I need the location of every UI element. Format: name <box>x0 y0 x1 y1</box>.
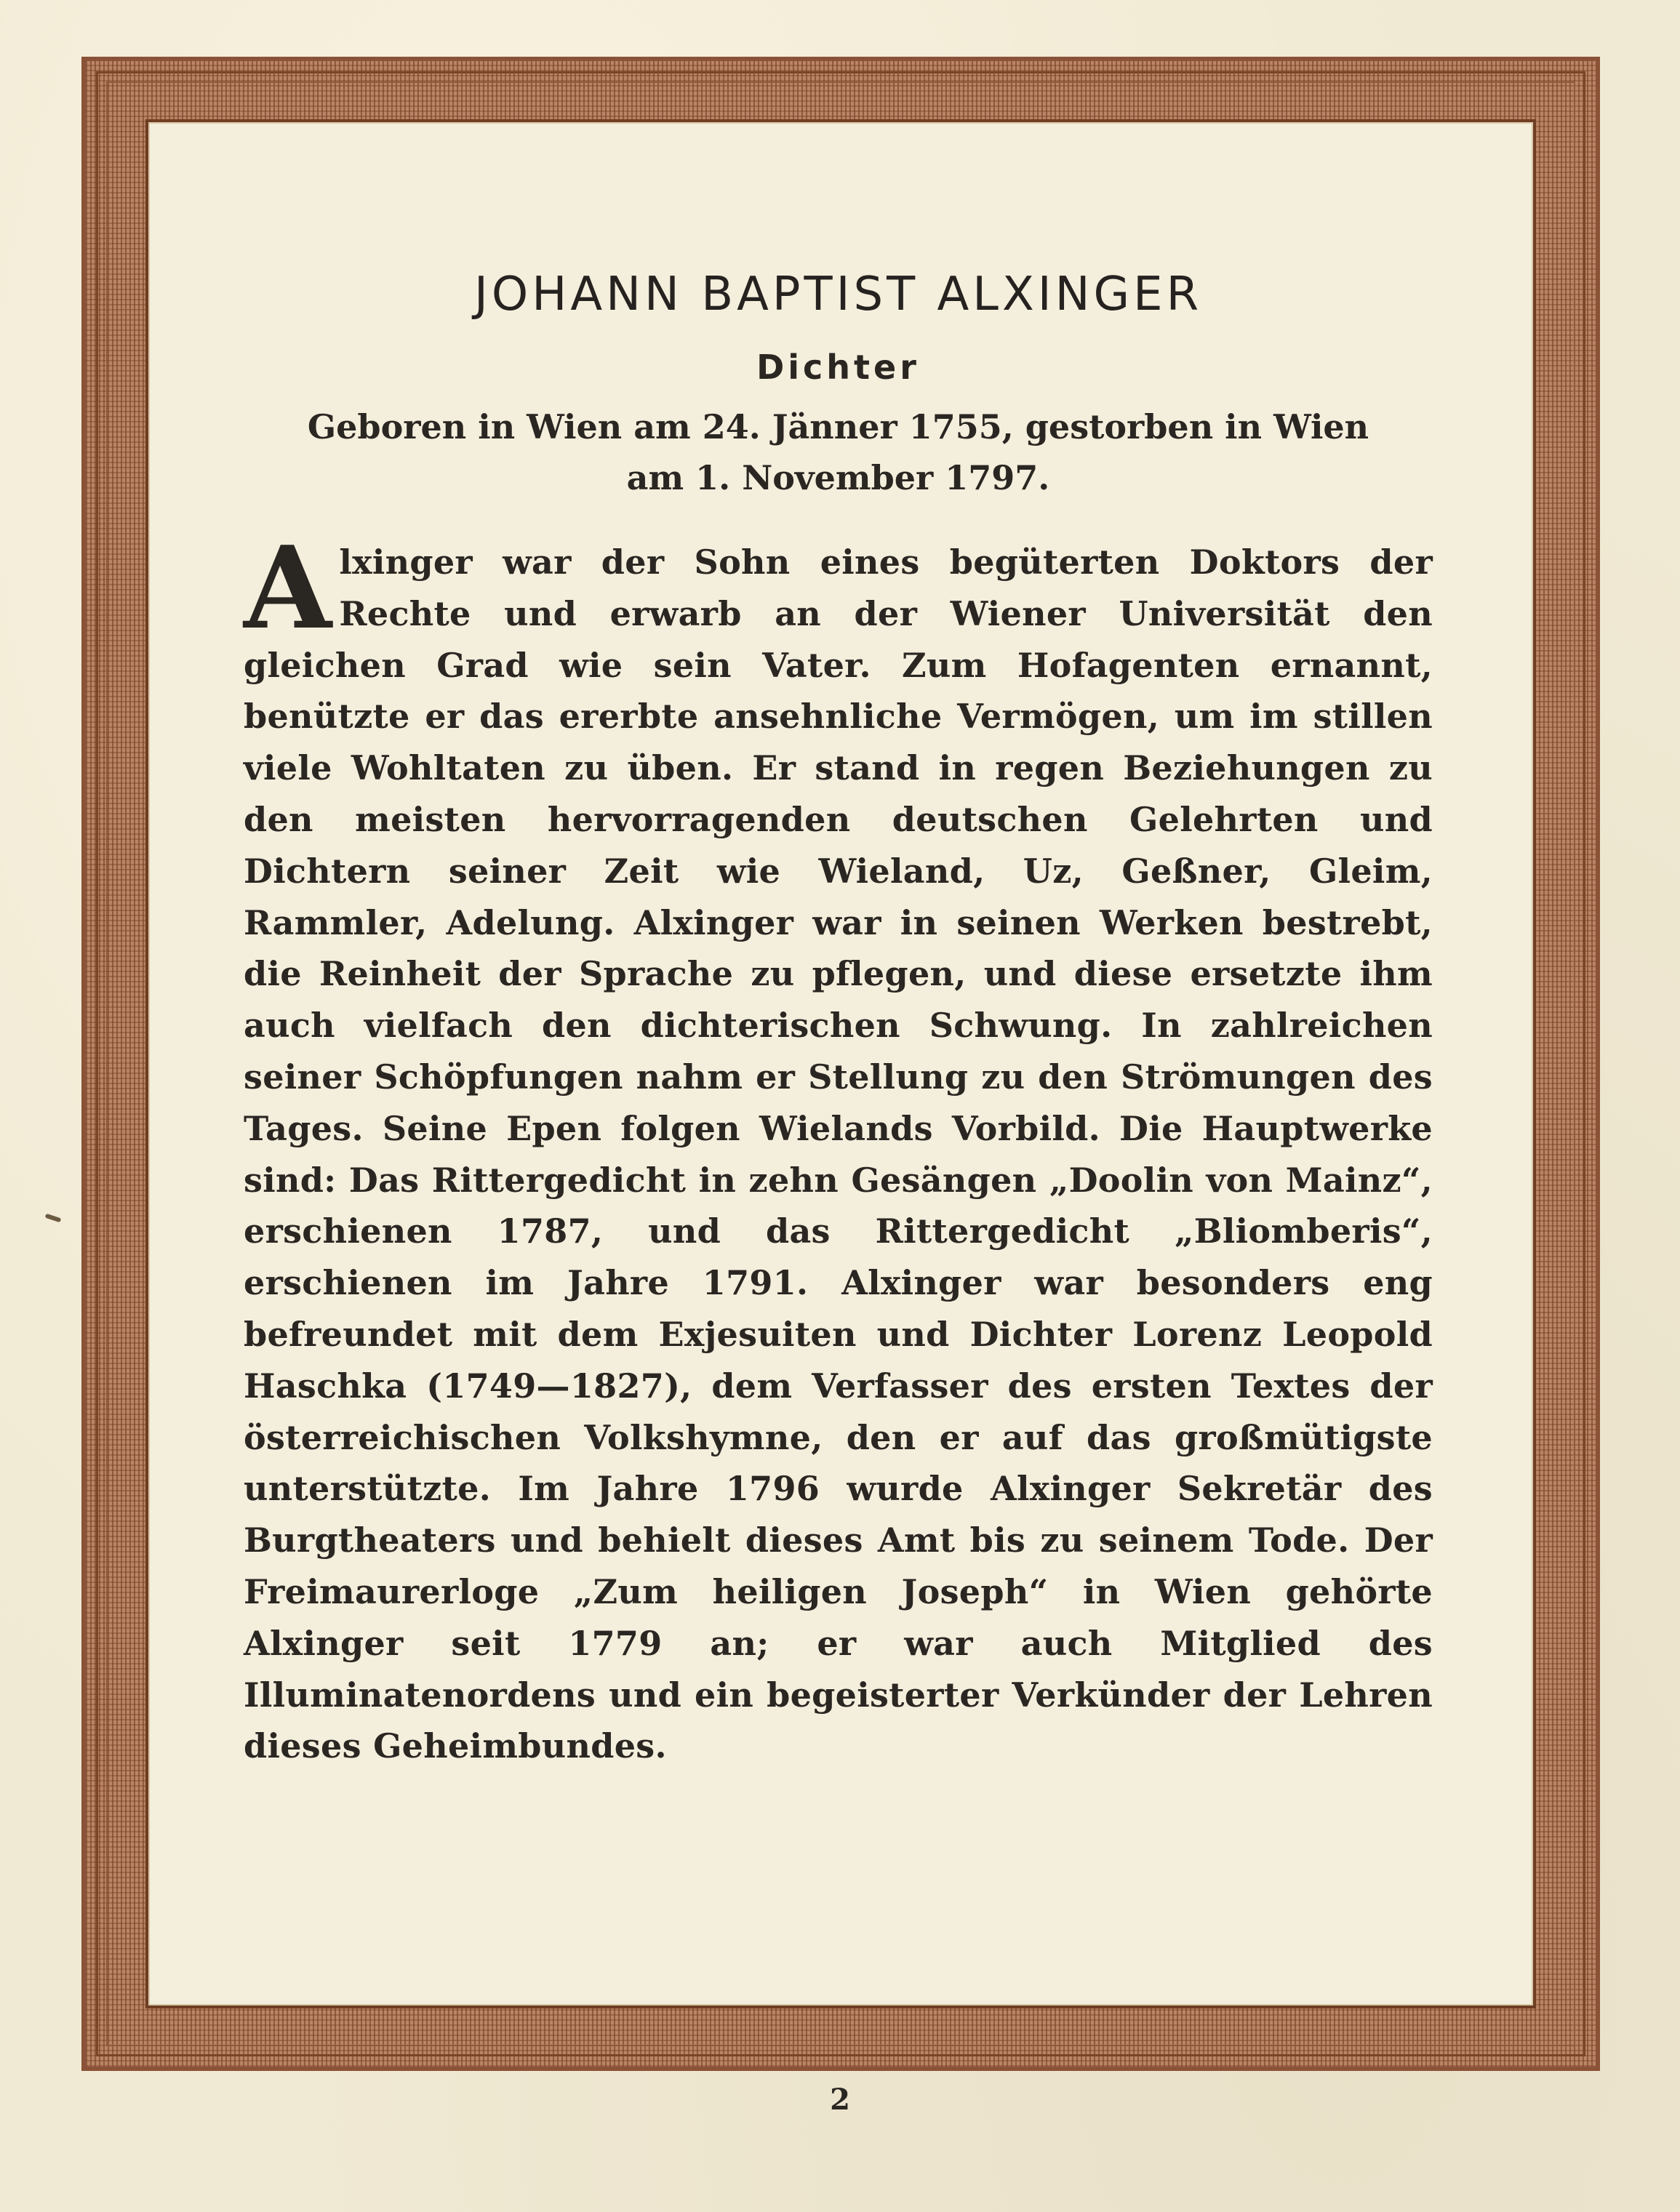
drop-cap-letter: A <box>244 521 332 654</box>
page-subtitle: Dichter <box>756 348 920 387</box>
page-content <box>244 262 1433 1772</box>
biography-text: lxinger war der Sohn eines begüterten Doktors der Rechte und erwarb an der Wiener Universität den gleichen Grad wie sein Vater. Zum Hofagenten ernannt, benützte er das ererbte ansehnliche Vermögen, um im stillen viele Wohltaten zu üben. Er stand in regen Beziehungen zu den meisten hervorragenden deutschen Gelehrten und Dichtern seiner Zeit wie Wieland, Uz, Geßner, Gleim, Rammler, Adelung. Alxinger war in seinen Werken bestrebt, die Reinheit der Sprache zu pflegen, und diese ersetzte ihm auch vielfach den dichterischen Schwung. In zahlreichen seiner Schöpfungen nahm er Stellung zu den Strömungen des Tages. Seine Epen folgen Wielands Vorbild. Die Hauptwerke sind: Das Rittergedicht in zehn Gesängen „Doolin von Mainz“, erschienen 1787, und das Rittergedicht „Bliomberis“, erschienen im Jahre 1791. Alxinger war besonders eng befreundet mit dem Exjesuiten und Dichter Lorenz Leopold Haschka (1749—1827), dem Verfasser des ersten Textes der österreichischen Volkshymne, den er auf das großmütigste unterstützte. Im Jahre 1796 wurde Alxinger Sekretär des Burgtheaters und behielt dieses Amt bis zu seinem Tode. Der Freimaurerloge „Zum heiligen Joseph“ in Wien gehörte Alxinger seit 1779 an; er war auch Mitglied des Illuminatenordens und ein begeisterter Verkünder der Lehren dieses Geheimbundes. <box>244 542 1433 1766</box>
biography-paragraph <box>244 521 1433 1772</box>
dates-line-2: am 1. November 1797. <box>626 458 1050 497</box>
dates-line-1: Geboren in Wien am 24. Jänner 1755, gestorben in Wien <box>307 407 1369 446</box>
birth-death-dates <box>244 401 1433 503</box>
page-number: 2 <box>830 2083 850 2117</box>
page-title: JOHANN BAPTIST ALXINGER <box>473 268 1203 321</box>
